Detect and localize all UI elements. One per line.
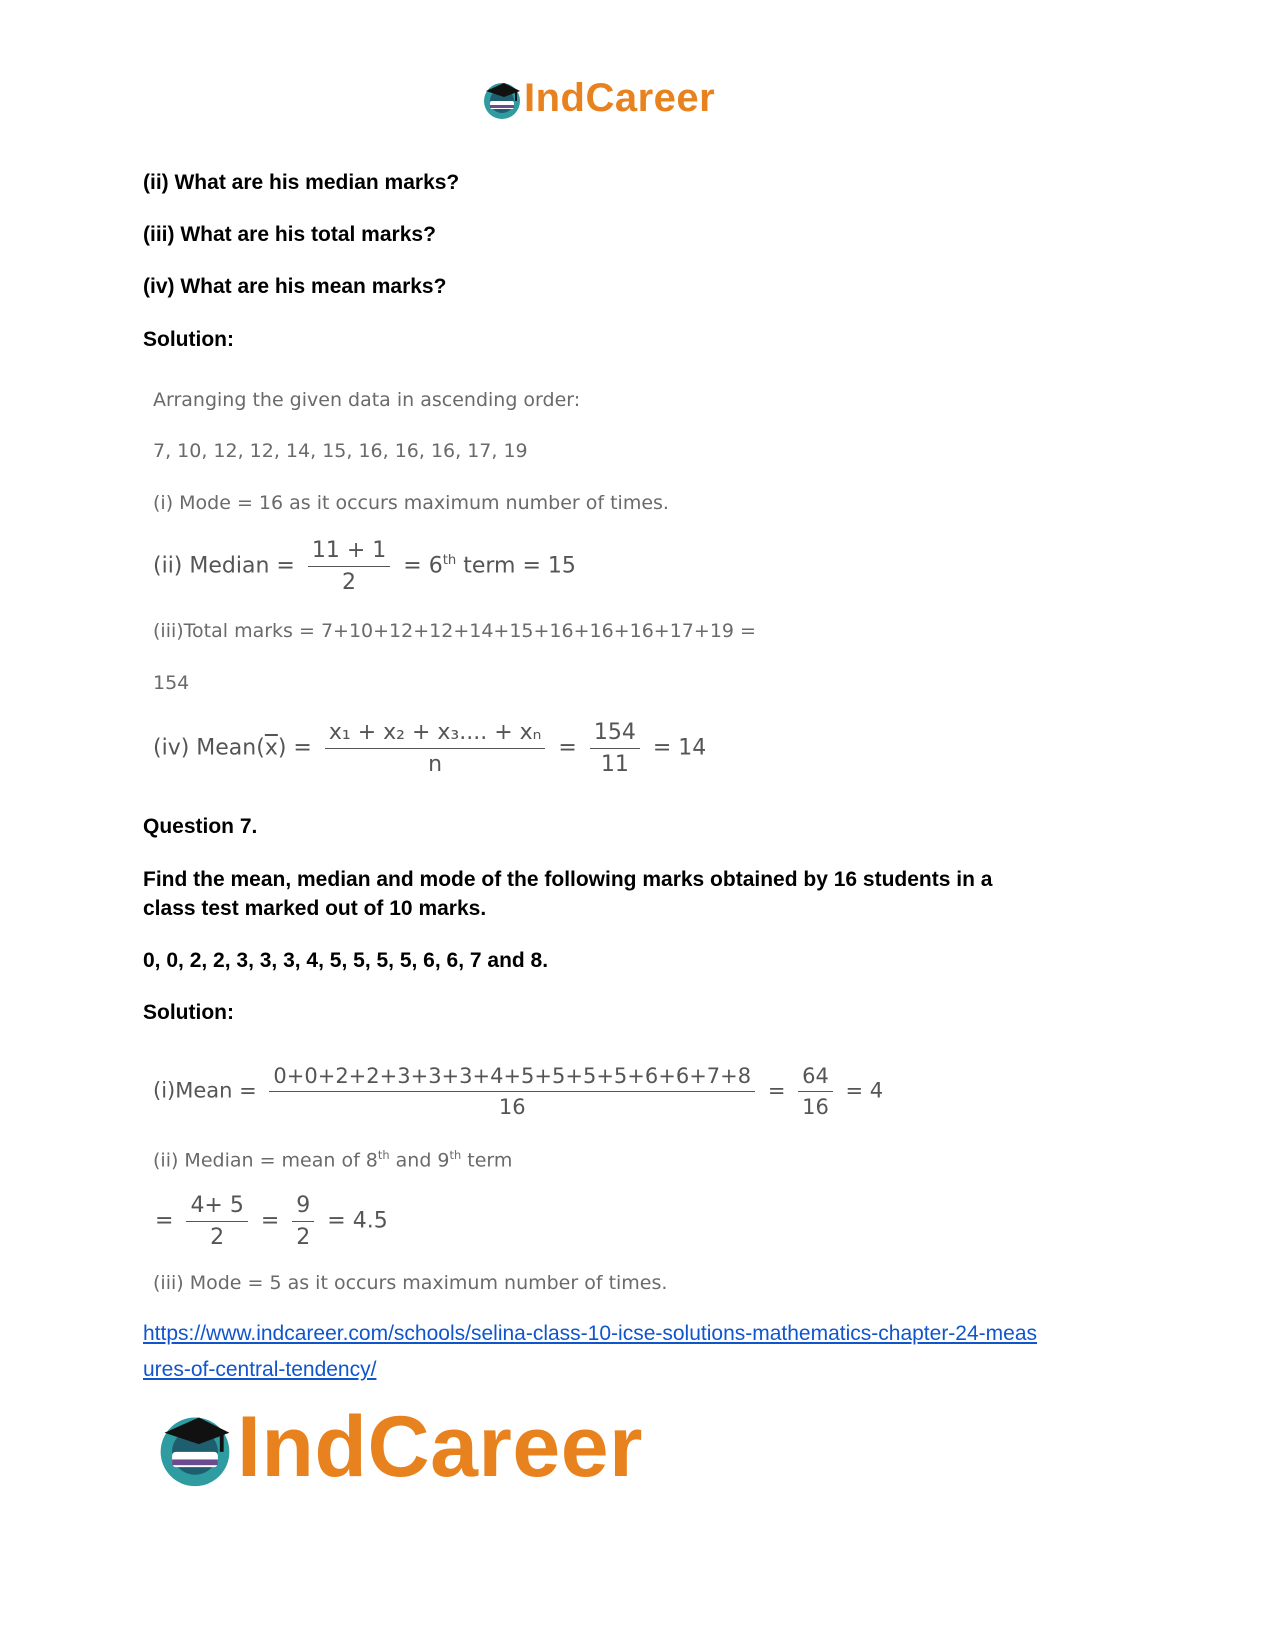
median-calc-numerator: 4+ 5 <box>186 1193 247 1222</box>
question-part-ii: (ii) What are his median marks? <box>143 171 460 194</box>
brand-name: IndCareer <box>524 76 716 120</box>
mean2-value-fraction <box>798 1064 833 1119</box>
mode-result-2: (iii) Mode = 5 as it occurs maximum number of times. <box>153 1272 668 1294</box>
mean2-fraction <box>269 1064 755 1119</box>
median-calc-eq0: = <box>155 1208 174 1234</box>
mean2-eq: = <box>767 1078 786 1103</box>
median-calc-denominator-2: 2 <box>296 1225 311 1250</box>
source-link[interactable] <box>143 1316 1037 1388</box>
solution-heading: Solution: <box>143 328 234 351</box>
mean2-result: = 4 <box>845 1078 884 1103</box>
total-value: 154 <box>153 672 190 694</box>
median-prefix: (ii) Median = <box>153 553 295 579</box>
question-part-iv: (iv) What are his mean marks? <box>143 275 447 298</box>
mean-prefix: (iv) Mean( <box>153 735 265 761</box>
question-7-text-line1: Find the mean, median and mode of the following marks obtained by 16 students in a <box>143 868 993 891</box>
median-calc-result: = 4.5 <box>327 1208 388 1234</box>
solution-heading-2: Solution: <box>143 1001 234 1024</box>
median-calc-fraction-2 <box>292 1193 314 1250</box>
mean-eq: = <box>558 735 577 761</box>
median-calc-eq1: = <box>260 1208 280 1234</box>
source-link-line2[interactable]: ures-of-central-tendency/ <box>143 1358 377 1381</box>
x-bar: $\overline{x}$ <box>264 735 278 761</box>
mean-denominator: n <box>428 752 443 777</box>
header-logo <box>480 76 715 121</box>
median2-sup2: th <box>449 1148 462 1162</box>
mean2-prefix: (i)Mean = <box>153 1078 257 1103</box>
median-equation <box>153 538 576 595</box>
median-calc-fraction <box>186 1193 247 1250</box>
question-7-text-line2: class test marked out of 10 marks. <box>143 897 487 920</box>
median-fraction <box>308 538 390 595</box>
median-numerator: 11 + 1 <box>308 538 390 567</box>
question-7-data: 0, 0, 2, 2, 3, 3, 3, 4, 5, 5, 5, 5, 6, 6, 7 and 8. <box>143 949 549 972</box>
solution-intro: Arranging the given data in ascending order: <box>153 389 581 411</box>
median-calc-2 <box>155 1193 388 1250</box>
median2-sup1: th <box>377 1148 390 1162</box>
median-sup: th <box>442 553 457 569</box>
total-marks: (iii)Total marks = 7+10+12+12+14+15+16+16+16+17+19 = <box>153 620 756 642</box>
mean-value-numerator: 154 <box>590 720 640 749</box>
median2-mid: and 9 <box>395 1149 450 1172</box>
median-suffix: term = 15 <box>463 553 576 579</box>
mean-numerator: x₁ + x₂ + x₃.... + xₙ <box>325 720 546 749</box>
question-7-title: Question 7. <box>143 815 258 838</box>
graduation-cap-icon <box>153 1406 237 1490</box>
source-link-line1[interactable]: https://www.indcareer.com/schools/selina-class-10-icse-solutions-mathematics-chapter-24-meas <box>143 1322 1038 1345</box>
mean2-denominator: 16 <box>498 1095 526 1119</box>
median2-prefix: (ii) Median = mean of 8 <box>153 1149 378 1172</box>
mean2-value-numerator: 64 <box>798 1064 833 1092</box>
mean-equation-2 <box>153 1064 883 1119</box>
median-calc-numerator-2: 9 <box>292 1193 314 1222</box>
brand-name-footer: IndCareer <box>237 1399 643 1495</box>
mean2-value-denominator: 16 <box>802 1095 829 1119</box>
mean-result: = 14 <box>652 735 707 761</box>
sorted-data: 7, 10, 12, 12, 14, 15, 16, 16, 16, 17, 19 <box>153 440 528 462</box>
median-denominator: 2 <box>342 570 357 595</box>
footer-logo <box>153 1398 643 1497</box>
mean-value-denominator: 11 <box>600 752 629 777</box>
median-calc-denominator: 2 <box>210 1225 225 1250</box>
mean-fraction <box>325 720 546 777</box>
mean-equation <box>153 720 706 777</box>
median-eq: = 6 <box>403 553 443 579</box>
mean-value-fraction <box>590 720 640 777</box>
graduation-cap-icon <box>480 77 524 121</box>
mean-close: ) = <box>277 735 312 761</box>
question-part-iii: (iii) What are his total marks? <box>143 223 436 246</box>
median2-suffix: term <box>467 1149 513 1172</box>
mode-result: (i) Mode = 16 as it occurs maximum number of times. <box>153 492 669 514</box>
mean2-numerator: 0+0+2+2+3+3+3+4+5+5+5+5+6+6+7+8 <box>269 1064 755 1092</box>
median-line-2 <box>153 1148 512 1171</box>
